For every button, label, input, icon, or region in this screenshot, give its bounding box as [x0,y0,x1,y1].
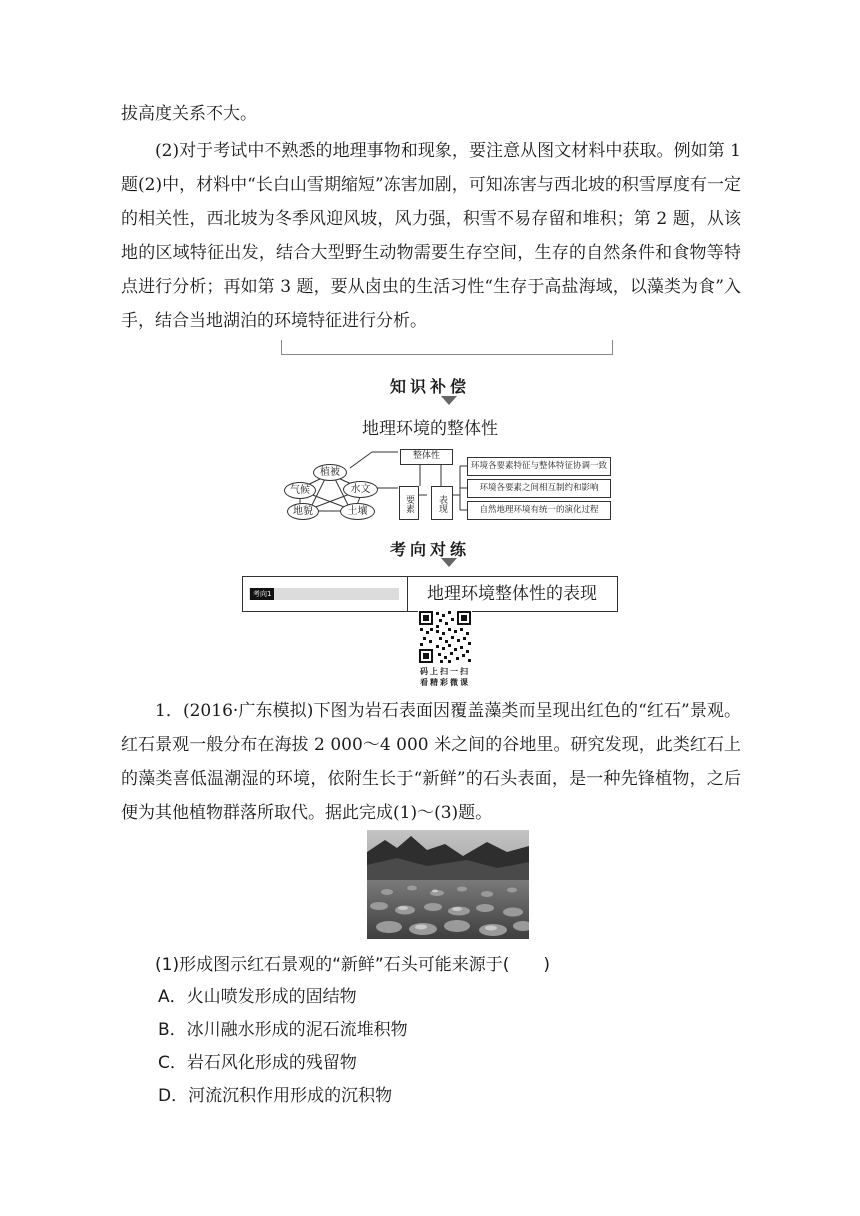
option-a: A．火山喷发形成的固结物 [158,987,357,1007]
box-expression: 表现 [431,486,453,520]
section-banner-practice: 考向对练 [389,540,470,559]
box-elements: 要素 [399,486,419,520]
text-line: 拔高度关系不大。 [121,104,257,124]
box-expression-2: 环境各要素之间相互制约和影响 [467,479,611,498]
topic-tag-area [243,577,408,611]
diagram-heading: 地理环境的整体性 [362,419,498,439]
topic-title: 地理环境整体性的表现 [427,584,597,604]
qr-caption-1: 码上扫一扫 [420,667,470,676]
question-1-text: )下图为岩石表面因覆盖藻类而呈现出红色的“红石”景观。红石景观一般分布在海拔 2 000～4 000 米之间的谷地里。研究发现，此类红石上的藻类喜低温潮湿的环境，依附生长于“新鲜”的石头表面，是一种先锋植物，之后便为其他植物群落所取代。据此完成(1)～(3)题。 [121,701,742,823]
paragraph-2: (2)对于考试中不熟悉的地理事物和现象，要注意从图文材料中获取。例如第 1 题(2)中，材料中“长白山雪期缩短”冻害加剧，可知冻害与西北坡的积雪厚度有一定的相关性，西北坡为冬季风迎风坡，风力强，积雪不易存留和堆积；第 2 题，从该地的区域特征出发，结合大型野生动物需要生存空间，生存的自然条件和食物等特点进行分析；再如第 3 题，要从卤虫的生活习性“生存于高盐海域，以藻类为食”入手，结合当地湖泊的环境特征进行分析。 [121,141,741,331]
topic-box [242,576,618,612]
box-expression-1: 环境各要素特征与整体特征协调一致 [467,457,611,476]
topic-tag: 考向1 [250,588,274,600]
red-stone-photo [367,830,529,939]
node-vegetation: 植被 [313,464,347,481]
node-hydrology: 水文 [343,481,378,498]
banner-arrow-icon-2 [441,558,457,567]
qr-caption-2: 看精彩微课 [420,678,470,687]
question-1-prefix: 1．(2016· [155,701,239,721]
node-climate: 气候 [284,482,316,499]
question-1-intro [121,694,741,830]
question-1-source: 广东模拟 [238,701,307,721]
box-expression-3: 自然地理环境有统一的演化过程 [467,501,611,520]
sub-question-1: (1)形成图示红石景观的“新鲜”石头可能来源于( ) [155,955,550,975]
node-soil: 土壤 [340,503,375,520]
option-c: C．岩石风化形成的残留物 [158,1053,357,1073]
option-b: B．冰川融水形成的泥石流堆积物 [158,1020,408,1040]
section-banner-knowledge: 知识补偿 [389,377,470,396]
option-d: D．河流沉积作用形成的沉积物 [158,1086,393,1106]
box-integrity: 整体性 [400,449,453,465]
qr-code [418,610,472,664]
node-landform: 地貌 [287,503,319,520]
